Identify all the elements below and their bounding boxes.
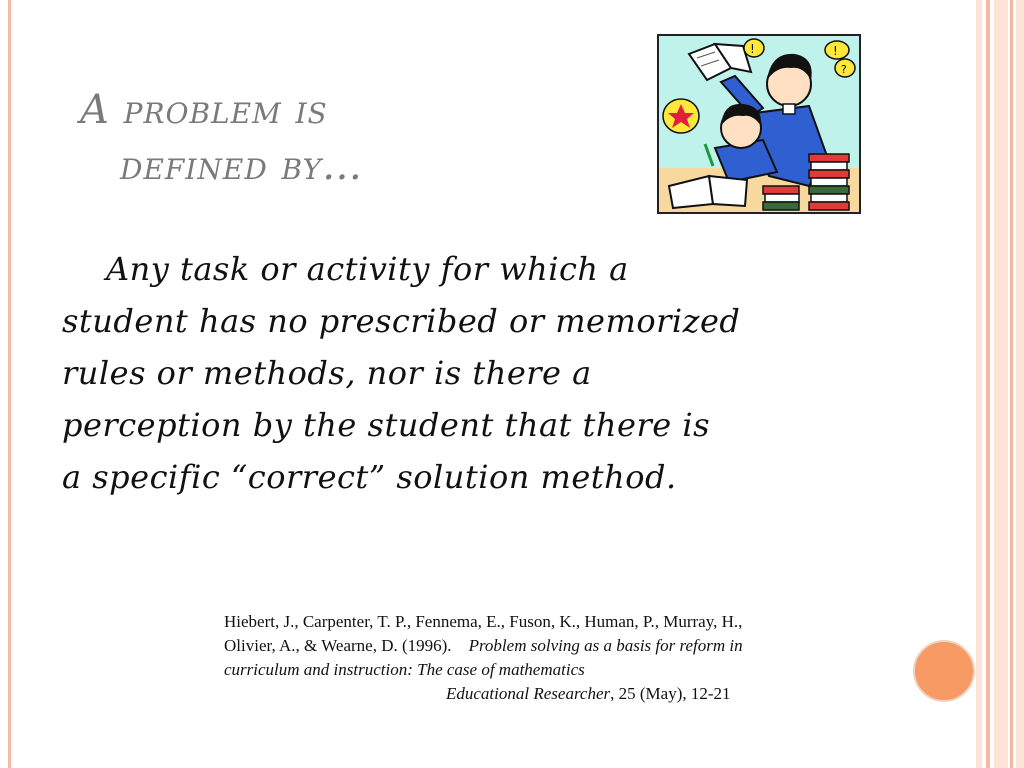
right-decorative-bands: [976, 0, 1024, 768]
citation-authors-cont: Olivier, A., & Wearne, D. (1996).: [224, 636, 452, 655]
svg-text:?: ?: [841, 63, 847, 76]
citation-journal: Educational Researcher: [446, 684, 611, 703]
problem-definition-text: [62, 243, 922, 503]
student-teacher-clipart: [657, 34, 861, 214]
definition-line: a specific “correct” solution method.: [62, 458, 677, 496]
citation-title: Problem solving as a basis for reform in: [468, 636, 743, 655]
citation-title-cont: curriculum and instruction: The case of mathematics: [224, 660, 585, 679]
slide-title: [80, 82, 440, 194]
citation-line-3: [224, 658, 964, 682]
decorative-band: [994, 0, 1008, 768]
citation-line-1: [224, 610, 964, 634]
citation-line-2: [224, 634, 964, 658]
decorative-band: [976, 0, 982, 768]
decorative-orange-circle: [913, 640, 975, 702]
definition-line: perception by the student that there is: [62, 406, 711, 444]
clipart-image: [659, 36, 859, 212]
left-border-rule: [8, 0, 11, 768]
decorative-band: [1010, 0, 1013, 768]
definition-line: Any task or activity for which a: [106, 250, 629, 288]
reference-citation: [224, 610, 964, 706]
decorative-band: [986, 0, 990, 768]
citation-authors: Hiebert, J., Carpenter, T. P., Fennema, E., Fuson, K., Human, P., Murray, H.,: [224, 612, 743, 631]
title-line-1: A problem is: [80, 87, 328, 133]
definition-line: student has no prescribed or memorized: [62, 302, 741, 340]
svg-text:!: !: [833, 44, 838, 58]
definition-line: rules or methods, nor is there a: [62, 354, 592, 392]
decorative-band: [1016, 0, 1024, 768]
citation-journal-line: [224, 682, 964, 706]
citation-journal-details: , 25 (May), 12-21: [610, 684, 731, 703]
svg-text:!: !: [750, 42, 755, 56]
title-line-2: defined by…: [120, 143, 364, 189]
